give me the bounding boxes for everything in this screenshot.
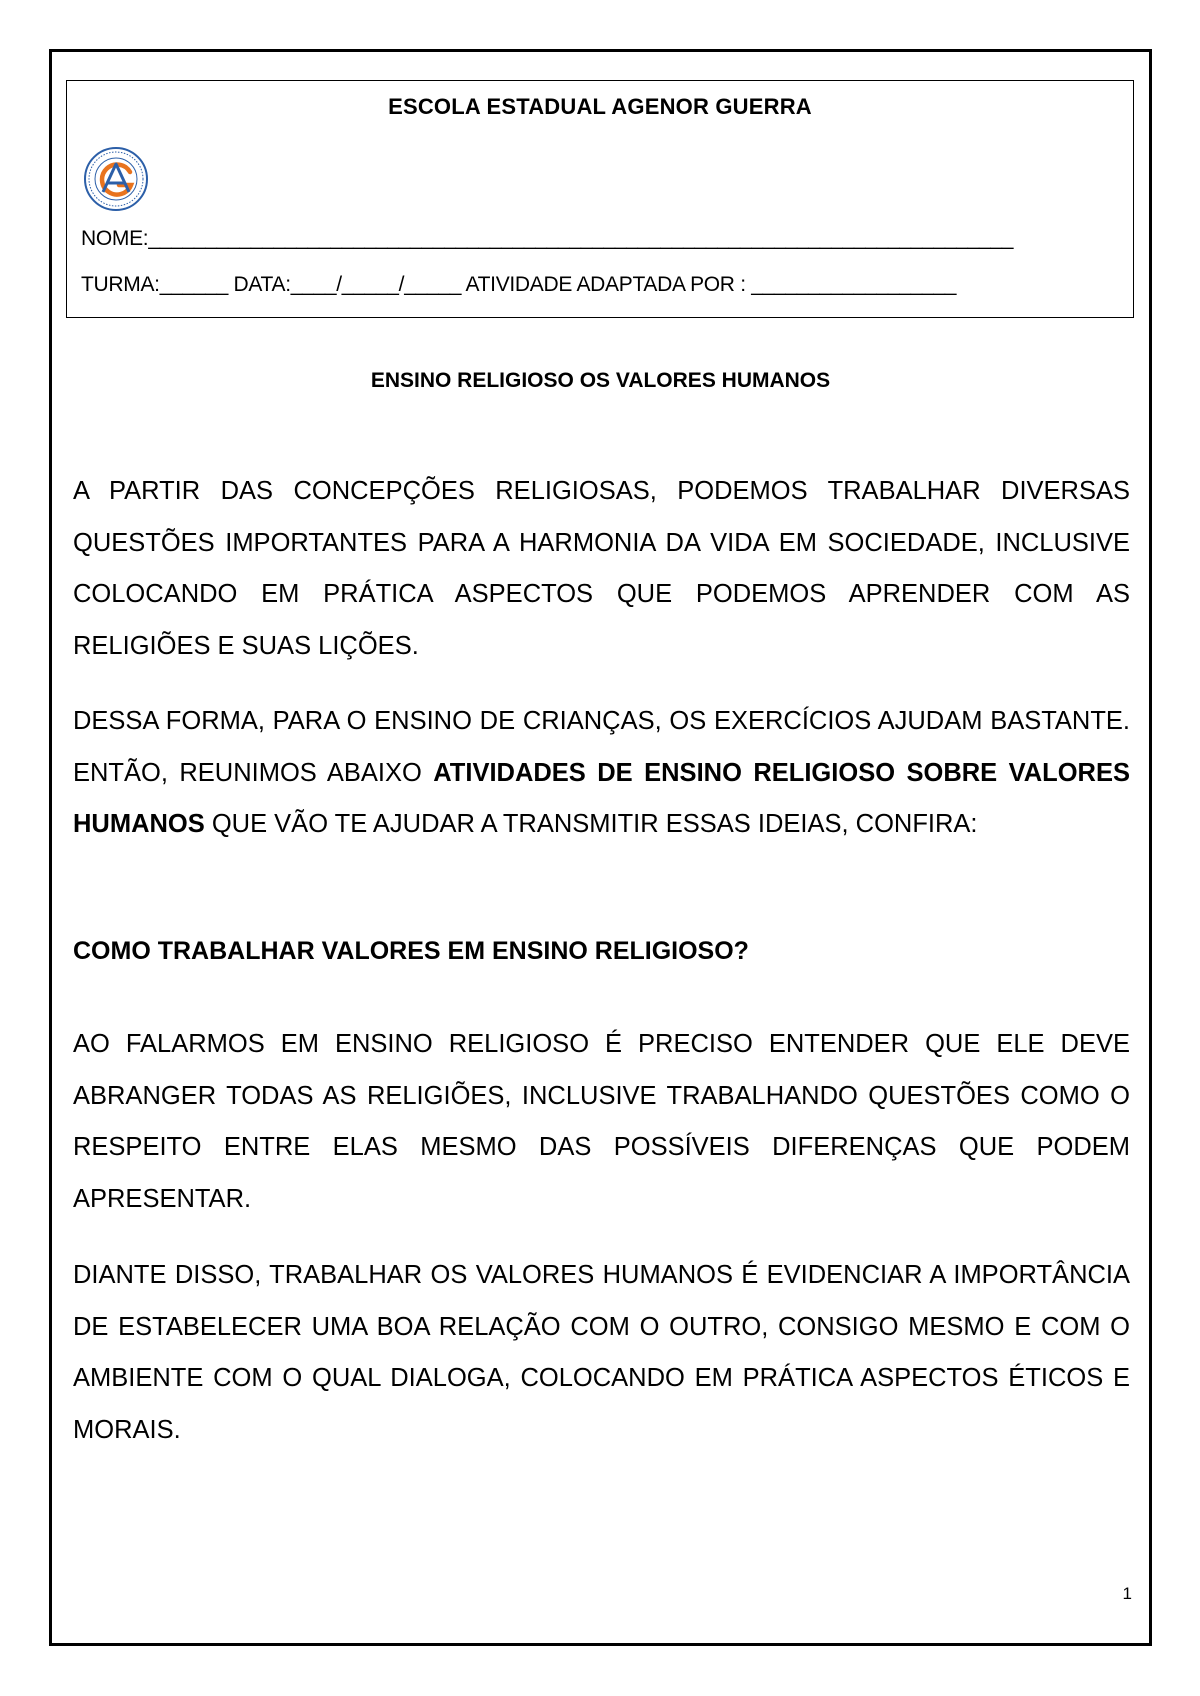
page-number: 1 [1122,1584,1132,1603]
school-name: ESCOLA ESTADUAL AGENOR GUERRA [388,94,812,119]
paragraph-3: AO FALARMOS EM ENSINO RELIGIOSO É PRECISO ENTENDER QUE ELE DEVE ABRANGER TODAS AS RELIGIÕES, INCLUSIVE TRABALHANDO QUESTÕES COMO O RESPEITO ENTRE ELAS MESMO DAS POSSÍVEIS DIFERENÇAS QUE PODEM APRESENTAR. [73,1030,1130,1213]
nome-line: NOME:____________________________________________________________________________ [81,227,1014,250]
paragraph-2-container [73,696,1130,851]
paragraph-4-container [73,1250,1130,1456]
paragraph-3-container [73,1019,1130,1225]
school-logo-icon [83,146,149,212]
paragraph-4: DIANTE DISSO, TRABALHAR OS VALORES HUMANOS É EVIDENCIAR A IMPORTÂNCIA DE ESTABELECER UMA BOA RELAÇÃO COM O OUTRO, CONSIGO MESMO E COM O AMBIENTE COM O QUAL DIALOGA, COLOCANDO EM PRÁTICA ASPECTOS ÉTICOS E MORAIS. [73,1261,1130,1444]
paragraph-2-bold: ATIVIDADES DE ENSINO RELIGIOSO SOBRE VALORES HUMANOS [73,758,1130,838]
page-title: ENSINO RELIGIOSO OS VALORES HUMANOS [370,369,831,392]
paragraph-1: A PARTIR DAS CONCEPÇÕES RELIGIOSAS, PODEMOS TRABALHAR DIVERSAS QUESTÕES IMPORTANTES PARA A HARMONIA DA VIDA EM SOCIEDADE, INCLUSIVE COLOCANDO EM PRÁTICA ASPECTOS QUE PODEMOS APRENDER COM AS RELIGIÕES E SUAS LIÇÕES. [73,477,1130,660]
paragraph-2-end: QUE VÃO TE AJUDAR A TRANSMITIR ESSAS IDEIAS, CONFIRA: [204,810,978,838]
paragraph-2-start: DESSA FORMA, PARA O ENSINO DE CRIANÇAS, OS EXERCÍCIOS AJUDAM BASTANTE. ENTÃO, REUNIMOS ABAIXO [73,707,1130,787]
section-heading-container [73,937,1130,966]
paragraph-1-container [73,466,1130,672]
section-heading: COMO TRABALHAR VALORES EM ENSINO RELIGIOSO? [73,937,749,965]
paragraph-2 [73,696,1130,851]
turma-data-line: TURMA:______ DATA:____/_____/_____ ATIVIDADE ADAPTADA POR : __________________ [81,273,957,296]
header-box [66,80,1134,318]
